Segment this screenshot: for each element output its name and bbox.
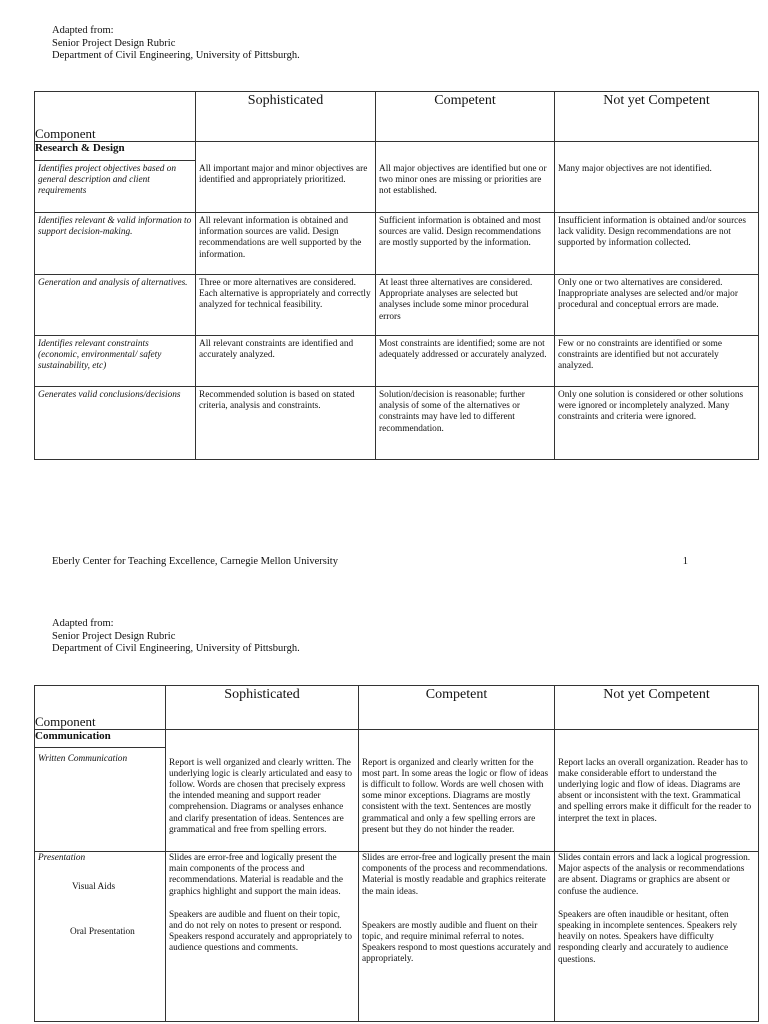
competent-header: Competent bbox=[376, 92, 555, 142]
source-note-1 bbox=[52, 25, 300, 63]
competent-cell: Most constraints are identified; some are not adequately addressed or accurately analyzed. bbox=[376, 336, 555, 387]
not-yet-cell: Few or no constraints are identified or some constraints are identified but not accurately analyzed. bbox=[555, 336, 759, 387]
competent-cell bbox=[359, 852, 555, 1022]
competent-cell: Report is organized and clearly written for the most part. In some areas the logic or flow of ideas is difficult to follow. Words are well chosen with some minor exceptions. Diagrams are mostly consistent with the text. Sentences are mostly grammatical and only a few spelling errors are present but they do not hinder the reader. bbox=[359, 748, 555, 852]
component-cell: Generates valid conclusions/decisions bbox=[35, 387, 196, 460]
table-row bbox=[35, 213, 759, 275]
oral-presentation-text: Speakers are audible and fluent on their topic, and do not rely on notes to present or respond. Speakers respond accurately and appropriately to audience questions and comments. bbox=[169, 909, 353, 954]
sophisticated-header: Sophisticated bbox=[196, 92, 376, 142]
sophisticated-cell: Three or more alternatives are considered. Each alternative is appropriately and correctly analyzed for technical feasibility. bbox=[196, 275, 376, 336]
sub-component-label: Visual Aids bbox=[72, 882, 116, 893]
header-row bbox=[35, 686, 759, 730]
page-footer bbox=[52, 556, 688, 567]
table-row bbox=[35, 336, 759, 387]
sub-component-label: Oral Presentation bbox=[70, 927, 135, 938]
not-yet-cell: Insufficient information is obtained and/or sources lack validity. Design recommendations are not supported by information collected. bbox=[555, 213, 759, 275]
not-yet-cell bbox=[555, 852, 759, 1022]
table-row bbox=[35, 852, 759, 1022]
visual-aids-text: Slides are error-free and logically present the main components of the process and recommendations. Material is mostly readable and graphics reiterate the main ideas. bbox=[362, 853, 551, 897]
competent-cell: Sufficient information is obtained and most sources are valid. Design recommendations are mostly supported by the information. bbox=[376, 213, 555, 275]
competent-cell: At least three alternatives are considered. Appropriate analyses are selected but analyses include some minor procedural errors bbox=[376, 275, 555, 336]
component-header: Component bbox=[35, 92, 196, 142]
section-row bbox=[35, 730, 759, 748]
sophisticated-cell: Report is well organized and clearly written. The underlying logic is clearly articulated and easy to follow. Words are chosen that precisely express the intended meaning and support reader comprehension. Diagrams or analyses enhance and clarify presentation of ideas. Sentences are grammatical and free from spelling errors. bbox=[166, 748, 359, 852]
source-line: Department of Civil Engineering, University of Pittsburgh. bbox=[52, 643, 300, 654]
oral-presentation-text: Speakers are often inaudible or hesitant, often speaking in incomplete sentences. Speakers rely heavily on notes. Speakers have difficulty responding clearly and accurately to audience questions. bbox=[558, 909, 738, 965]
component-cell: Written Communication bbox=[35, 748, 166, 852]
section-row bbox=[35, 142, 759, 161]
section-title: Research & Design bbox=[35, 142, 196, 161]
rubric-table-2 bbox=[34, 685, 759, 1022]
source-line: Senior Project Design Rubric bbox=[52, 630, 176, 642]
sophisticated-cell: Recommended solution is based on stated criteria, analysis and constraints. bbox=[196, 387, 376, 460]
oral-presentation-text: Speakers are mostly audible and fluent on their topic, and require minimal referral to notes. Speakers respond to most questions accurately and appropriately. bbox=[362, 920, 551, 965]
table-row bbox=[35, 161, 759, 213]
table-row bbox=[35, 748, 759, 852]
table-row bbox=[35, 275, 759, 336]
visual-aids-text: Slides are error-free and logically present the main components of the process and recommendations. Material is readable and the graphics highlight and support the main ideas. bbox=[169, 853, 343, 897]
not-yet-cell: Report lacks an overall organization. Reader has to make considerable effort to understand the underlying logic and flow of ideas. Diagrams are absent or inconsistent with the text. Grammatical and spelling errors make it difficult for the reader to interpret the text in places. bbox=[555, 748, 759, 852]
section-title: Communication bbox=[35, 730, 166, 748]
source-note-2 bbox=[52, 618, 300, 656]
component-cell: Identifies relevant & valid information to support decision-making. bbox=[35, 213, 196, 275]
component-cell bbox=[35, 852, 166, 1022]
sophisticated-cell bbox=[166, 852, 359, 1022]
not-yet-cell: Only one solution is considered or other solutions were ignored or incompletely analyzed. Many constraints and criteria were ignored. bbox=[555, 387, 759, 460]
header-row bbox=[35, 92, 759, 142]
component-cell: Identifies project objectives based on general description and client requirements bbox=[35, 161, 196, 213]
not-yet-competent-header: Not yet Competent bbox=[555, 92, 759, 142]
source-line: Adapted from: bbox=[52, 618, 114, 629]
source-line: Senior Project Design Rubric bbox=[52, 37, 176, 49]
competent-cell: Solution/decision is reasonable; further analysis of some of the alternatives or constraints may have led to different recommendation. bbox=[376, 387, 555, 460]
page-number: 1 bbox=[682, 556, 688, 567]
table-row bbox=[35, 387, 759, 460]
competent-header: Competent bbox=[359, 686, 555, 730]
not-yet-competent-header: Not yet Competent bbox=[555, 686, 759, 730]
sophisticated-cell: All important major and minor objectives are identified and appropriately prioritized. bbox=[196, 161, 376, 213]
component-header: Component bbox=[35, 686, 166, 730]
visual-aids-text: Slides contain errors and lack a logical progression. Major aspects of the analysis or recommendations are absent. Diagrams or graphics are absent or confuse the audience. bbox=[558, 853, 751, 897]
not-yet-cell: Only one or two alternatives are considered. Inappropriate analyses are selected and/or major procedural and conceptual errors are made. bbox=[555, 275, 759, 336]
component-label: Presentation bbox=[38, 853, 86, 863]
competent-cell: All major objectives are identified but one or two minor ones are missing or priorities are not established. bbox=[376, 161, 555, 213]
source-line: Department of Civil Engineering, University of Pittsburgh. bbox=[52, 50, 300, 61]
component-cell: Identifies relevant constraints (economic, environmental/ safety sustainability, etc) bbox=[35, 336, 196, 387]
not-yet-cell: Many major objectives are not identified. bbox=[555, 161, 759, 213]
footer-text: Eberly Center for Teaching Excellence, Carnegie Mellon University bbox=[52, 556, 338, 567]
sophisticated-cell: All relevant constraints are identified and accurately analyzed. bbox=[196, 336, 376, 387]
component-cell: Generation and analysis of alternatives. bbox=[35, 275, 196, 336]
rubric-table-1 bbox=[34, 91, 759, 460]
sophisticated-cell: All relevant information is obtained and information sources are valid. Design recommendations are well supported by the information. bbox=[196, 213, 376, 275]
source-line: Adapted from: bbox=[52, 25, 114, 36]
sophisticated-header: Sophisticated bbox=[166, 686, 359, 730]
